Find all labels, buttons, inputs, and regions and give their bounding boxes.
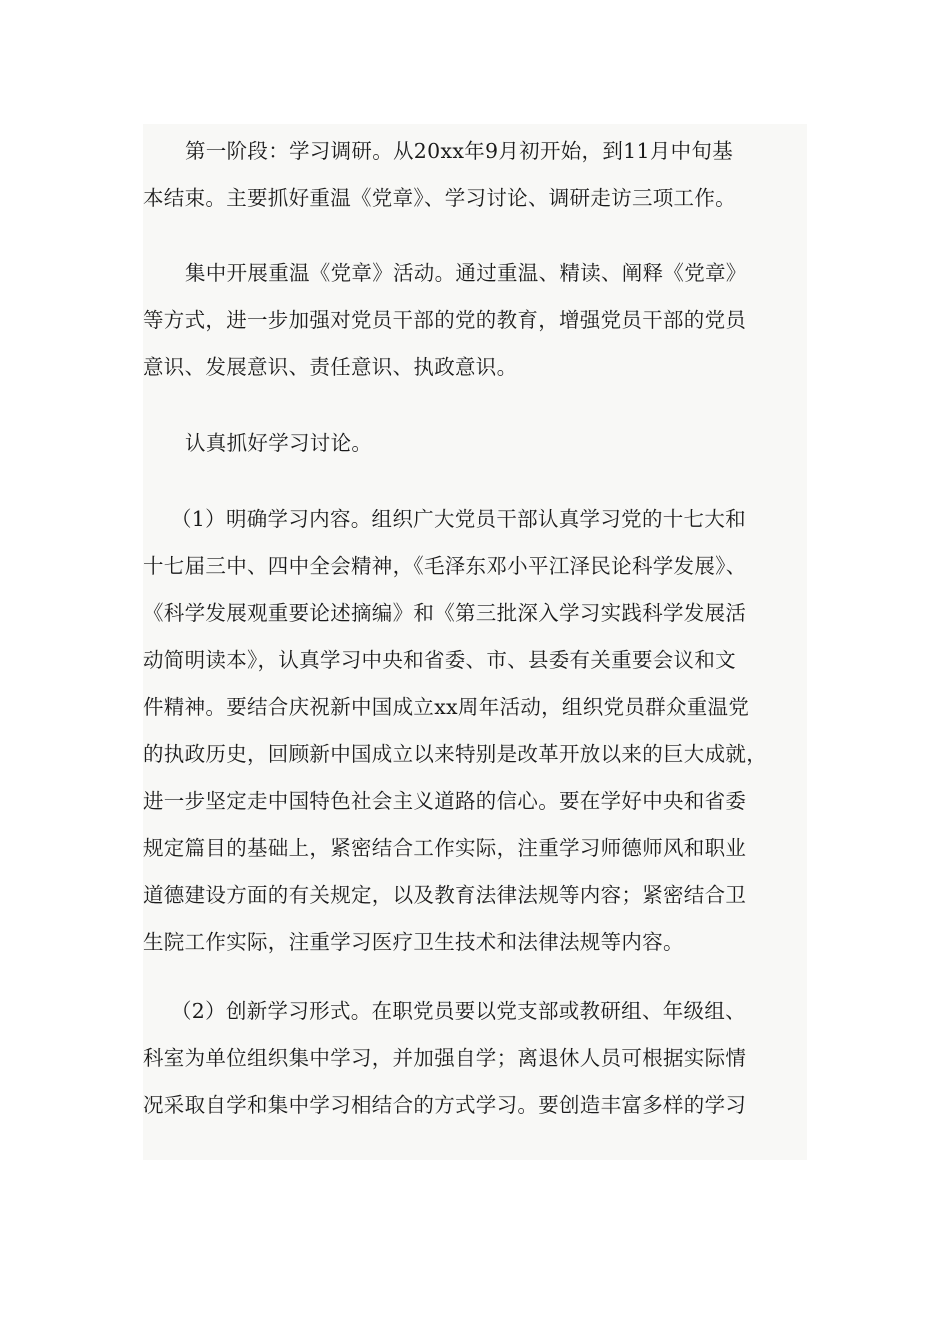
text-line: 道德建设方面的有关规定，以及教育法律法规等内容；紧密结合卫 — [143, 883, 747, 907]
text-line: 十七届三中、四中全会精神，《毛泽东邓小平江泽民论科学发展》、 — [143, 554, 747, 578]
text-line: 况采取自学和集中学习相结合的方式学习。要创造丰富多样的学习 — [143, 1093, 747, 1117]
text-line: 认真抓好学习讨论。 — [185, 431, 373, 455]
text-line: 本结束。主要抓好重温《党章》、学习讨论、调研走访三项工作。 — [143, 186, 736, 210]
paragraph-study-form — [143, 988, 746, 1129]
text-line: 规定篇目的基础上，紧密结合工作实际，注重学习师德师风和职业 — [143, 836, 747, 860]
text-line: 动简明读本》，认真学习中央和省委、市、县委有关重要会议和文 — [143, 648, 736, 672]
text-line: 《科学发展观重要论述摘编》和《第三批深入学习实践科学发展活 — [143, 601, 747, 625]
text-line: 进一步坚定走中国特色社会主义道路的信心。要在学好中央和省委 — [143, 789, 747, 813]
text-line: 生院工作实际，注重学习医疗卫生技术和法律法规等内容。 — [143, 930, 684, 954]
paragraph-party-constitution — [143, 250, 747, 391]
text-line: 的执政历史，回顾新中国成立以来特别是改革开放以来的巨大成就， — [143, 742, 767, 766]
paragraph-study-discussion — [143, 420, 372, 467]
text-line: （2）创新学习形式。在职党员要以党支部或教研组、年级组、 — [171, 999, 746, 1023]
text-line: 意识、发展意识、责任意识、执政意识。 — [143, 355, 518, 379]
paragraph-study-content — [143, 496, 767, 966]
paragraph-stage-one — [143, 128, 736, 222]
text-line: 集中开展重温《党章》活动。通过重温、精读、阐释《党章》 — [185, 261, 747, 285]
text-line: 科室为单位组织集中学习，并加强自学；离退休人员可根据实际情 — [143, 1046, 747, 1070]
text-line: 第一阶段：学习调研。从20xx年9月初开始，到11月中旬基 — [185, 139, 734, 163]
text-line: 等方式，进一步加强对党员干部的党的教育，增强党员干部的党员 — [143, 308, 747, 332]
text-line: 件精神。要结合庆祝新中国成立xx周年活动，组织党员群众重温党 — [143, 695, 750, 719]
document-body — [143, 124, 807, 1160]
text-line: （1）明确学习内容。组织广大党员干部认真学习党的十七大和 — [171, 507, 746, 531]
